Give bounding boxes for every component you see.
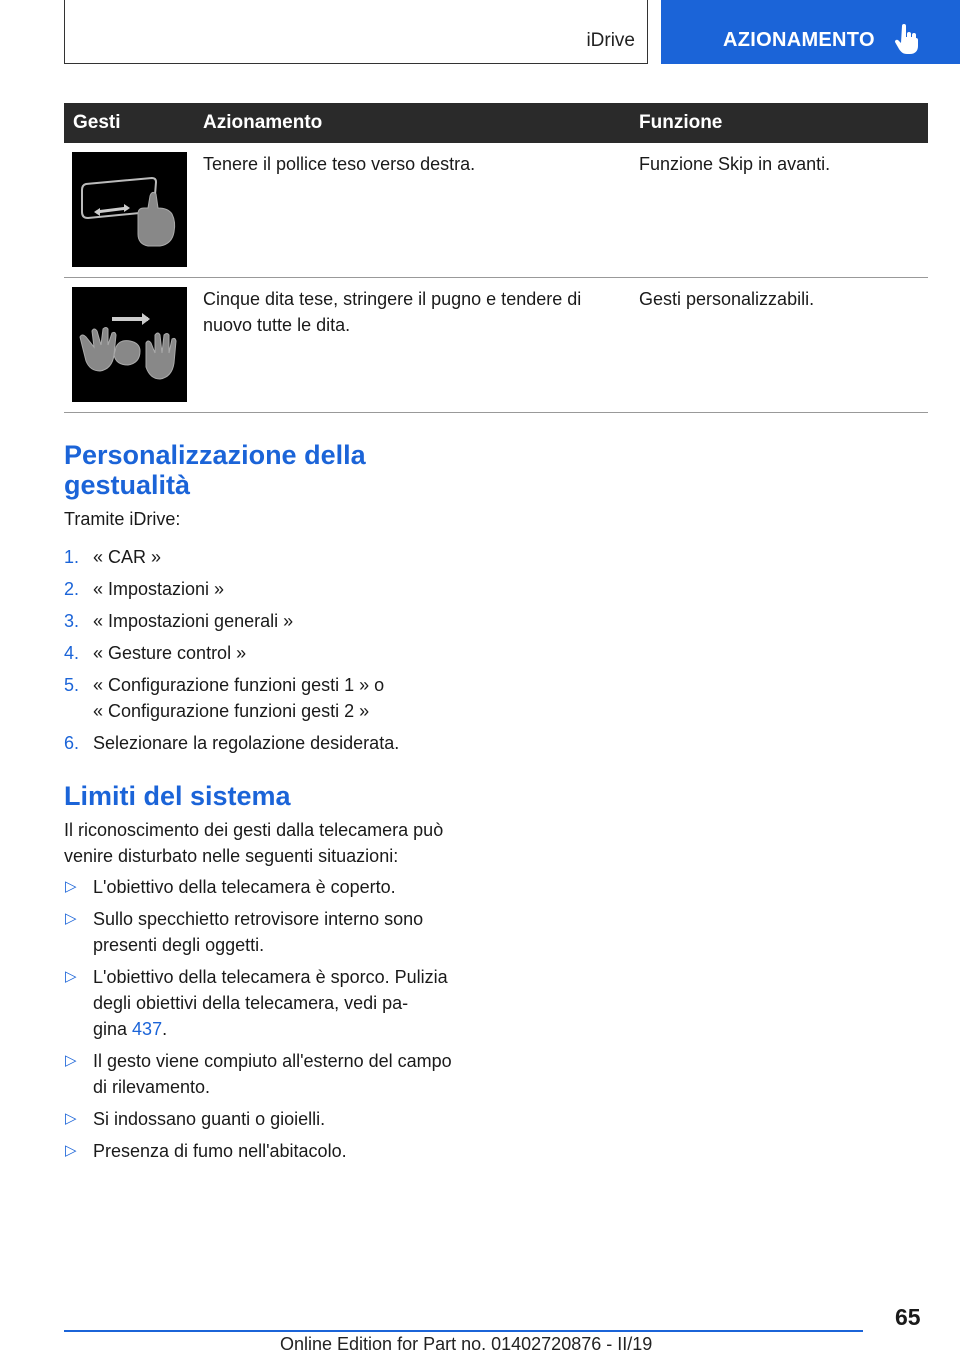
list-item bbox=[64, 640, 504, 666]
step-text: « Impostazioni generali » bbox=[93, 611, 294, 631]
gesture-table bbox=[64, 103, 928, 413]
list-item bbox=[64, 544, 504, 570]
personalization-heading-line2: gestualità bbox=[64, 470, 191, 500]
item-text: L'obiettivo della telecamera è coperto. bbox=[93, 877, 396, 897]
function-cell: Gesti personalizzabili. bbox=[630, 278, 928, 413]
step-text: « Impostazioni » bbox=[93, 579, 225, 599]
bullet-triangle-icon: ▷ bbox=[65, 1110, 77, 1127]
footer-divider bbox=[64, 1330, 863, 1332]
column-header-gesti: Gesti bbox=[64, 103, 194, 143]
list-item bbox=[64, 730, 504, 756]
item-text: Presenza di fumo nell'abitacolo. bbox=[93, 1141, 347, 1161]
gesture-cell bbox=[64, 278, 194, 413]
limits-heading: Limiti del sistema bbox=[64, 781, 291, 811]
personalization-heading bbox=[64, 440, 366, 500]
bullet-triangle-icon: ▷ bbox=[65, 1142, 77, 1159]
list-item bbox=[64, 964, 504, 1042]
footer-edition: Online Edition for Part no. 01402720876 - II/19 bbox=[280, 1334, 653, 1354]
page-number: 65 bbox=[895, 1304, 921, 1330]
item-text: di rilevamento. bbox=[93, 1077, 211, 1097]
personalization-steps bbox=[64, 544, 504, 762]
list-item bbox=[64, 874, 504, 900]
limits-intro-line2: venire disturbato nelle seguenti situazioni: bbox=[64, 846, 399, 866]
limits-list bbox=[64, 874, 504, 1170]
step-text: « CAR » bbox=[93, 547, 162, 567]
step-text: Selezionare la regolazione desiderata. bbox=[93, 733, 400, 753]
header-section-box bbox=[64, 0, 648, 64]
header-chapter-tab bbox=[661, 0, 960, 64]
bullet-triangle-icon: ▷ bbox=[65, 1052, 77, 1069]
item-text: L'obiettivo della telecamera è sporco. Pulizia bbox=[93, 967, 448, 987]
bullet-triangle-icon: ▷ bbox=[65, 968, 77, 985]
step-text: « Configurazione funzioni gesti 1 » o bbox=[93, 675, 385, 695]
thumb-right-gesture-icon bbox=[72, 152, 187, 267]
column-header-azionamento: Azionamento bbox=[194, 103, 630, 143]
item-text: . bbox=[162, 1019, 168, 1039]
step-number: 1. bbox=[64, 547, 80, 567]
bullet-triangle-icon: ▷ bbox=[65, 878, 77, 895]
personalization-heading-line1: Personalizzazione della bbox=[64, 440, 366, 470]
list-item bbox=[64, 576, 504, 602]
limits-intro-line1: Il riconoscimento dei gesti dalla telecamera può bbox=[64, 820, 444, 840]
function-cell: Funzione Skip in avanti. bbox=[630, 143, 928, 278]
step-number: 2. bbox=[64, 579, 80, 599]
personalization-intro: Tramite iDrive: bbox=[64, 509, 181, 529]
step-number: 6. bbox=[64, 733, 80, 753]
item-text: gina bbox=[93, 1019, 133, 1039]
limits-intro bbox=[64, 817, 443, 869]
list-item bbox=[64, 1138, 504, 1164]
list-item bbox=[64, 672, 504, 724]
table-header-row bbox=[64, 103, 928, 143]
step-number: 5. bbox=[64, 675, 80, 695]
item-text: Si indossano guanti o gioielli. bbox=[93, 1109, 326, 1129]
step-number: 3. bbox=[64, 611, 80, 631]
step-text: « Gesture control » bbox=[93, 643, 247, 663]
hand-pointer-icon bbox=[895, 24, 919, 54]
table-row bbox=[64, 278, 928, 413]
five-fingers-fist-gesture-icon bbox=[72, 287, 187, 402]
step-text: « Configurazione funzioni gesti 2 » bbox=[93, 701, 370, 721]
header-section-label: iDrive bbox=[586, 30, 635, 51]
item-text: Sullo specchietto retrovisore interno sono bbox=[93, 909, 424, 929]
item-text: presenti degli oggetti. bbox=[93, 935, 265, 955]
page-reference-link[interactable]: 437 bbox=[132, 1019, 163, 1039]
item-text: Il gesto viene compiuto all'esterno del campo bbox=[93, 1051, 452, 1071]
gesture-cell bbox=[64, 143, 194, 278]
action-cell: Tenere il pollice teso verso destra. bbox=[194, 143, 630, 278]
table-row bbox=[64, 143, 928, 278]
bullet-triangle-icon: ▷ bbox=[65, 910, 77, 927]
column-header-funzione: Funzione bbox=[630, 103, 928, 143]
list-item bbox=[64, 1048, 504, 1100]
item-text: degli obiettivi della telecamera, vedi pa- bbox=[93, 993, 409, 1013]
header-chapter-label: AZIONAMENTO bbox=[723, 29, 875, 51]
list-item bbox=[64, 608, 504, 634]
step-number: 4. bbox=[64, 643, 80, 663]
list-item bbox=[64, 1106, 504, 1132]
action-cell: Cinque dita tese, stringere il pugno e tendere di nuovo tutte le dita. bbox=[194, 278, 630, 413]
list-item bbox=[64, 906, 504, 958]
